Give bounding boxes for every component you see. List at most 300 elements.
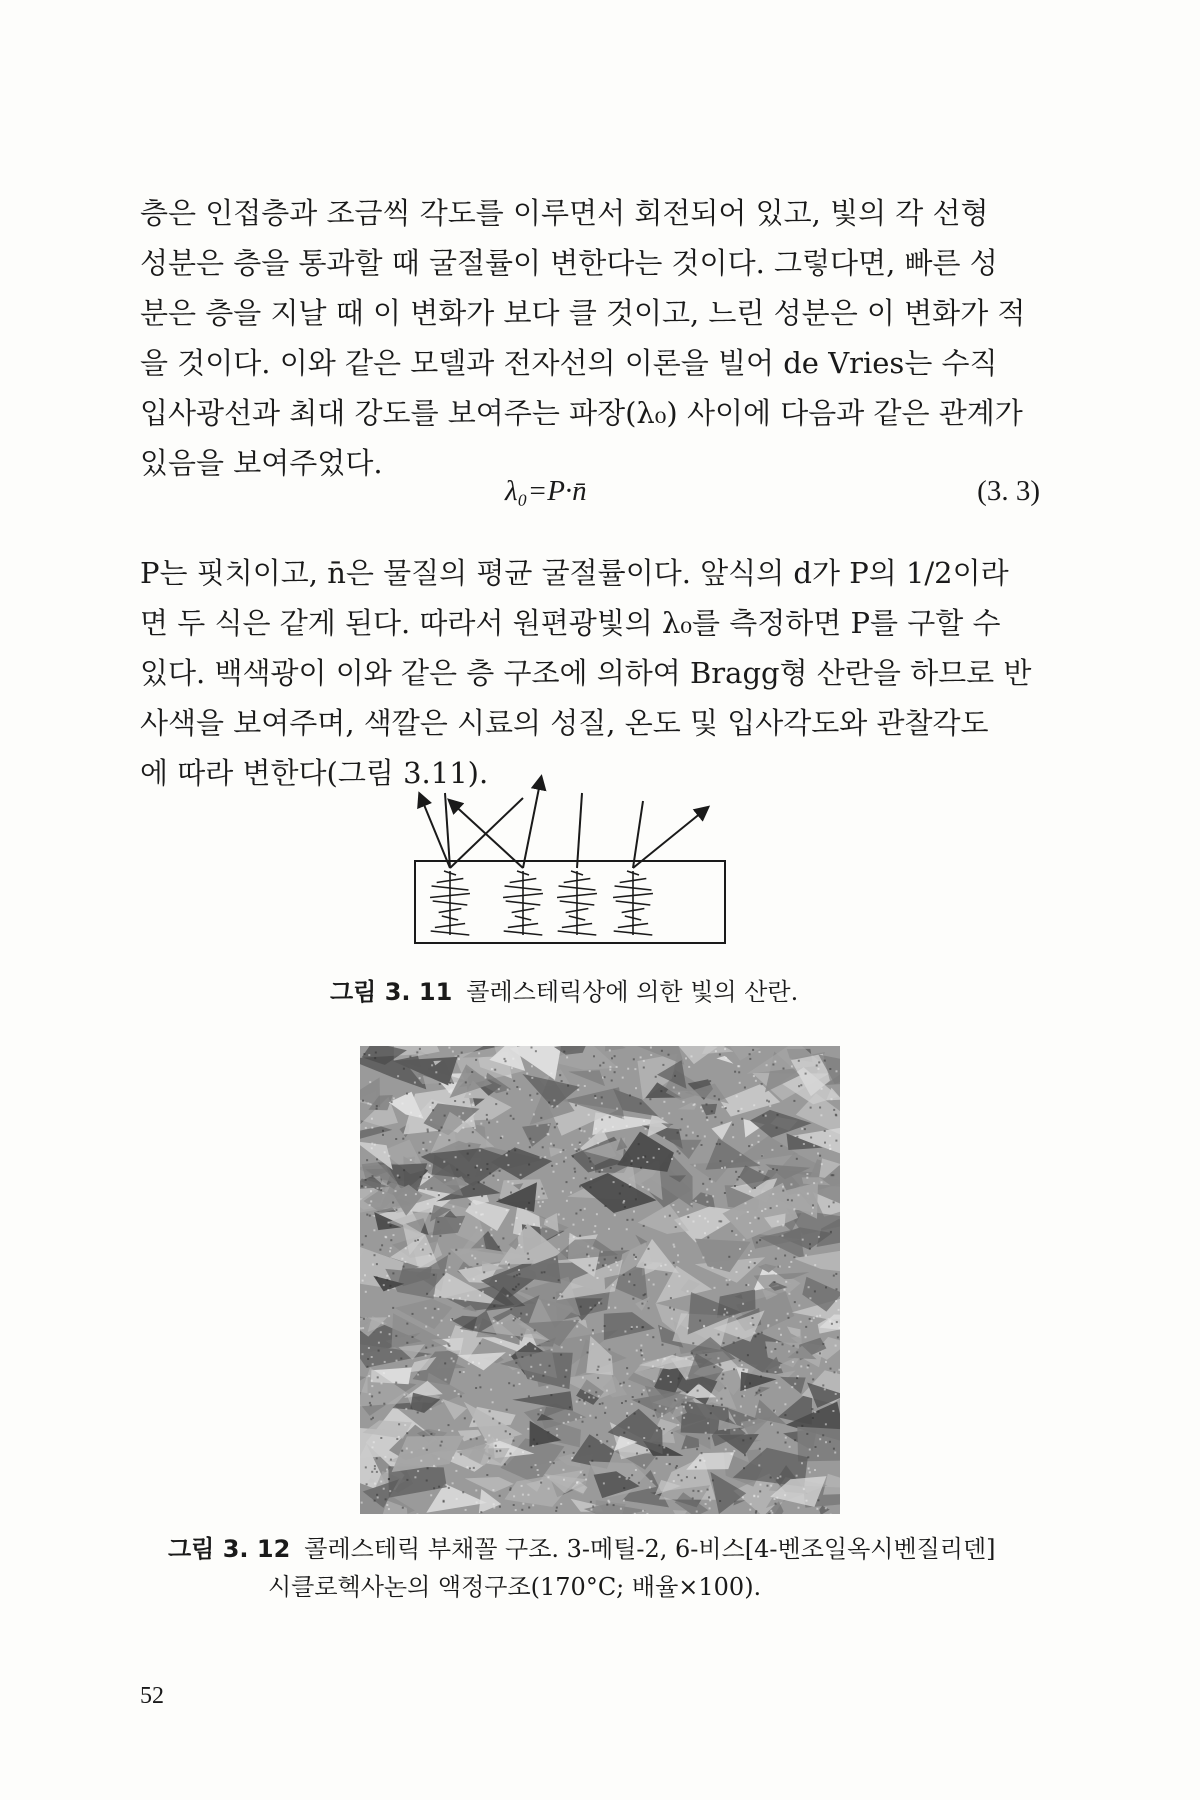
crystal-domain [711,1121,732,1140]
halftone-dot [449,1253,451,1255]
halftone-dot [798,1305,800,1307]
halftone-dot [433,1295,435,1297]
halftone-dot [659,1444,661,1446]
halftone-dot [564,1376,566,1378]
halftone-dot [360,1327,362,1329]
halftone-dot [542,1375,544,1377]
halftone-dot [619,1476,621,1478]
halftone-dot [592,1506,594,1508]
halftone-dot [642,1156,644,1158]
halftone-dot [632,1298,634,1300]
halftone-dot [571,1457,573,1459]
halftone-dot [414,1082,416,1084]
halftone-dot [536,1443,538,1445]
halftone-dot [522,1494,524,1496]
halftone-dot [508,1150,510,1152]
halftone-dot [395,1382,397,1384]
halftone-dot [751,1230,753,1232]
halftone-dot [758,1217,760,1219]
halftone-dot [807,1366,809,1368]
halftone-dot [825,1361,827,1363]
halftone-dot [504,1463,506,1465]
halftone-dot [798,1507,800,1509]
halftone-dot [780,1334,782,1336]
halftone-dot [605,1407,607,1409]
halftone-dot [366,1159,368,1161]
halftone-dot [771,1512,773,1514]
halftone-dot [598,1395,600,1397]
halftone-dot [836,1070,838,1072]
halftone-dot [813,1182,815,1184]
halftone-dot [390,1239,392,1241]
halftone-dot [549,1461,551,1463]
halftone-dot [401,1258,403,1260]
halftone-dot [636,1452,638,1454]
halftone-dot [739,1248,741,1250]
halftone-dot [809,1243,811,1245]
halftone-dot [623,1487,625,1489]
halftone-dot [423,1435,425,1437]
halftone-dot [439,1296,441,1298]
halftone-dot [365,1127,367,1129]
halftone-dot [774,1498,776,1500]
figure-3-12-caption [168,1530,996,1606]
halftone-dot [610,1167,612,1169]
halftone-dot [761,1155,763,1157]
halftone-dot [769,1105,771,1107]
halftone-dot [529,1146,531,1148]
halftone-dot [415,1193,417,1195]
halftone-dot [395,1190,397,1192]
halftone-dot [422,1148,424,1150]
halftone-dot [814,1264,816,1266]
halftone-dot [532,1376,534,1378]
text-line: 층은 인접층과 조금씩 각도를 이루면서 회전되어 있고, 빛의 각 선형 [140,196,989,230]
halftone-dot [538,1196,540,1198]
halftone-dot [685,1057,687,1059]
halftone-dot [612,1284,614,1286]
halftone-dot [749,1053,751,1055]
halftone-dot [574,1171,576,1173]
halftone-dot [528,1164,530,1166]
halftone-dot [514,1318,516,1320]
halftone-dot [604,1325,606,1327]
halftone-dot [812,1417,814,1419]
halftone-dot [699,1215,701,1217]
halftone-dot [367,1358,369,1360]
halftone-dot [579,1142,581,1144]
halftone-dot [533,1439,535,1441]
halftone-dot [471,1255,473,1257]
halftone-dot [745,1284,747,1286]
halftone-dot [777,1432,779,1434]
halftone-dot [457,1055,459,1057]
halftone-dot [562,1149,564,1151]
halftone-dot [534,1348,536,1350]
halftone-dot [560,1503,562,1505]
crystal-domain [549,1147,567,1157]
halftone-dot [550,1394,552,1396]
halftone-dot [579,1399,581,1401]
halftone-dot [573,1452,575,1454]
halftone-dot [398,1423,400,1425]
halftone-dot [783,1068,785,1070]
halftone-dot [365,1179,367,1181]
halftone-dot [479,1295,481,1297]
halftone-dot [422,1142,424,1144]
halftone-dot [592,1343,594,1345]
halftone-dot [509,1354,511,1356]
halftone-dot [641,1354,643,1356]
halftone-dot [673,1262,675,1264]
halftone-dot [377,1497,379,1499]
halftone-dot [749,1058,751,1060]
halftone-dot [402,1507,404,1509]
halftone-dot [831,1098,833,1100]
halftone-dot [697,1135,699,1137]
halftone-dot [499,1506,501,1508]
halftone-dot [838,1309,840,1311]
halftone-dot [683,1417,685,1419]
halftone-dot [755,1512,757,1514]
halftone-dot [439,1083,441,1085]
halftone-dot [386,1504,388,1506]
halftone-dot [819,1315,821,1317]
halftone-dot [753,1104,755,1106]
halftone-dot [448,1424,450,1426]
halftone-dot [694,1165,696,1167]
halftone-dot [450,1090,452,1092]
halftone-dot [511,1336,513,1338]
halftone-dot [780,1145,782,1147]
halftone-dot [715,1050,717,1052]
halftone-dot [539,1205,541,1207]
halftone-dot [531,1047,533,1049]
halftone-dot [578,1149,580,1151]
halftone-dot [528,1507,530,1509]
halftone-dot [441,1320,443,1322]
halftone-dot [591,1167,593,1169]
halftone-dot [536,1125,538,1127]
halftone-dot [371,1143,373,1145]
halftone-dot [546,1221,548,1223]
crystal-domain [670,1140,702,1159]
halftone-dot [412,1313,414,1315]
halftone-dot [550,1072,552,1074]
crystal-domain [442,1399,467,1420]
halftone-dot [621,1248,623,1250]
halftone-dot [510,1453,512,1455]
halftone-dot [704,1135,706,1137]
halftone-dot [430,1494,432,1496]
halftone-dot [361,1185,363,1187]
halftone-dot [597,1369,599,1371]
halftone-dot [486,1114,488,1116]
halftone-dot [606,1440,608,1442]
halftone-dot [495,1103,497,1105]
halftone-dot [633,1254,635,1256]
halftone-dot [629,1184,631,1186]
halftone-dot [660,1327,662,1329]
halftone-dot [742,1303,744,1305]
halftone-dot [796,1351,798,1353]
halftone-dot [378,1350,380,1352]
halftone-dot [702,1183,704,1185]
halftone-dot [537,1469,539,1471]
halftone-dot [766,1100,768,1102]
halftone-dot [800,1321,802,1323]
halftone-dot [526,1073,528,1075]
halftone-dot [489,1410,491,1412]
halftone-dot [469,1203,471,1205]
halftone-dot [677,1132,679,1134]
halftone-dot [594,1225,596,1227]
halftone-dot [365,1291,367,1293]
halftone-dot [646,1161,648,1163]
halftone-dot [516,1274,518,1276]
halftone-dot [558,1214,560,1216]
halftone-dot [371,1385,373,1387]
halftone-dot [809,1297,811,1299]
halftone-dot [817,1153,819,1155]
halftone-dot [575,1418,577,1420]
halftone-dot [493,1320,495,1322]
halftone-dot [817,1499,819,1501]
halftone-dot [430,1212,432,1214]
halftone-dot [492,1175,494,1177]
halftone-dot [389,1333,391,1335]
halftone-dot [671,1158,673,1160]
halftone-dot [622,1117,624,1119]
halftone-dot [562,1385,564,1387]
halftone-dot [389,1490,391,1492]
halftone-dot [437,1308,439,1310]
halftone-dot [445,1379,447,1381]
halftone-dot [582,1377,584,1379]
halftone-dot [714,1287,716,1289]
halftone-dot [776,1127,778,1129]
halftone-dot [417,1412,419,1414]
figure-3-11-caption [330,973,798,1011]
halftone-dot [448,1487,450,1489]
halftone-dot [439,1235,441,1237]
halftone-dot [603,1482,605,1484]
halftone-dot [388,1315,390,1317]
halftone-dot [642,1510,644,1512]
halftone-dot [822,1434,824,1436]
halftone-dot [367,1102,369,1104]
halftone-dot [664,1216,666,1218]
halftone-dot [834,1371,836,1373]
halftone-dot [556,1105,558,1107]
halftone-dot [392,1272,394,1274]
halftone-dot [400,1358,402,1360]
halftone-dot [443,1274,445,1276]
halftone-dot [404,1261,406,1263]
halftone-dot [372,1446,374,1448]
halftone-dot [449,1266,451,1268]
halftone-dot [475,1387,477,1389]
halftone-dot [536,1093,538,1095]
halftone-dot [791,1065,793,1067]
halftone-dot [739,1082,741,1084]
halftone-dot [608,1228,610,1230]
halftone-dot [518,1273,520,1275]
halftone-dot [692,1490,694,1492]
halftone-dot [626,1367,628,1369]
halftone-dot [695,1466,697,1468]
halftone-dot [821,1163,823,1165]
halftone-dot [414,1476,416,1478]
halftone-dot [520,1174,522,1176]
halftone-dot [383,1284,385,1286]
halftone-dot [376,1108,378,1110]
halftone-dot [588,1396,590,1398]
halftone-dot [825,1441,827,1443]
halftone-dot [467,1295,469,1297]
halftone-dot [747,1284,749,1286]
halftone-dot [452,1051,454,1053]
halftone-dot [672,1204,674,1206]
halftone-dot [643,1067,645,1069]
halftone-dot [705,1194,707,1196]
halftone-dot [706,1188,708,1190]
halftone-dot [371,1380,373,1382]
halftone-dot [723,1342,725,1344]
halftone-dot [611,1057,613,1059]
halftone-dot [491,1234,493,1236]
halftone-dot [601,1119,603,1121]
halftone-dot [405,1194,407,1196]
halftone-dot [782,1343,784,1345]
halftone-dot [787,1313,789,1315]
halftone-dot [596,1434,598,1436]
halftone-dot [401,1450,403,1452]
halftone-dot [584,1392,586,1394]
halftone-dot [801,1425,803,1427]
halftone-dot [835,1273,837,1275]
halftone-dot [745,1415,747,1417]
halftone-dot [611,1080,613,1082]
halftone-dot [589,1415,591,1417]
halftone-dot [629,1186,631,1188]
halftone-dot [759,1408,761,1410]
halftone-dot [388,1155,390,1157]
halftone-dot [794,1301,796,1303]
halftone-dot [643,1060,645,1062]
halftone-dot [661,1050,663,1052]
halftone-dot [462,1127,464,1129]
halftone-dot [368,1054,370,1056]
halftone-dot [759,1239,761,1241]
halftone-dot [586,1254,588,1256]
halftone-dot [699,1459,701,1461]
halftone-dot [641,1352,643,1354]
halftone-dot [665,1408,667,1410]
halftone-dot [532,1504,534,1506]
halftone-dot [733,1450,735,1452]
halftone-dot [513,1440,515,1442]
halftone-dot [414,1240,416,1242]
halftone-dot [505,1060,507,1062]
halftone-dot [673,1480,675,1482]
halftone-dot [798,1194,800,1196]
halftone-dot [480,1229,482,1231]
halftone-dot [576,1150,578,1152]
halftone-dot [814,1411,816,1413]
halftone-dot [736,1328,738,1330]
halftone-dot [731,1453,733,1455]
halftone-dot [755,1406,757,1408]
halftone-dot [512,1058,514,1060]
halftone-dot [708,1437,710,1439]
halftone-dot [521,1356,523,1358]
halftone-dot [499,1170,501,1172]
halftone-dot [645,1128,647,1130]
halftone-dot [454,1100,456,1102]
text-line: 사색을 보여주며, 색깔은 시료의 성질, 온도 및 입사각도와 관찰각도 [140,706,989,740]
halftone-dot [563,1479,565,1481]
halftone-dot [724,1192,726,1194]
halftone-dot [621,1402,623,1404]
halftone-dot [609,1049,611,1051]
halftone-dot [464,1300,466,1302]
halftone-dot [636,1350,638,1352]
halftone-dot [548,1488,550,1490]
halftone-dot [378,1342,380,1344]
crystal-domain [754,1387,770,1397]
halftone-dot [759,1051,761,1053]
halftone-dot [496,1121,498,1123]
halftone-dot [475,1211,477,1213]
halftone-dot [544,1156,546,1158]
halftone-dot [687,1208,689,1210]
halftone-dot [506,1154,508,1156]
halftone-dot [782,1190,784,1192]
halftone-dot [548,1102,550,1104]
halftone-dot [662,1064,664,1066]
halftone-dot [366,1483,368,1485]
halftone-dot [770,1477,772,1479]
halftone-dot [631,1403,633,1405]
halftone-dot [674,1399,676,1401]
figure-3-11-scattering-diagram [405,773,735,958]
halftone-dot [686,1377,688,1379]
halftone-dot [821,1181,823,1183]
halftone-dot [602,1330,604,1332]
halftone-dot [731,1160,733,1162]
halftone-dot [681,1118,683,1120]
halftone-dot [493,1503,495,1505]
halftone-dot [754,1217,756,1219]
halftone-dot [649,1487,651,1489]
halftone-dot [614,1307,616,1309]
halftone-dot [397,1075,399,1077]
halftone-dot [752,1049,754,1051]
halftone-dot [388,1222,390,1224]
halftone-dot [365,1186,367,1188]
halftone-dot [641,1326,643,1328]
halftone-dot [661,1415,663,1417]
halftone-dot [445,1484,447,1486]
halftone-dot [679,1223,681,1225]
halftone-dot [631,1474,633,1476]
halftone-dot [492,1401,494,1403]
halftone-dot [374,1057,376,1059]
halftone-dot [494,1069,496,1071]
halftone-dot [820,1114,822,1116]
halftone-dot [790,1261,792,1263]
